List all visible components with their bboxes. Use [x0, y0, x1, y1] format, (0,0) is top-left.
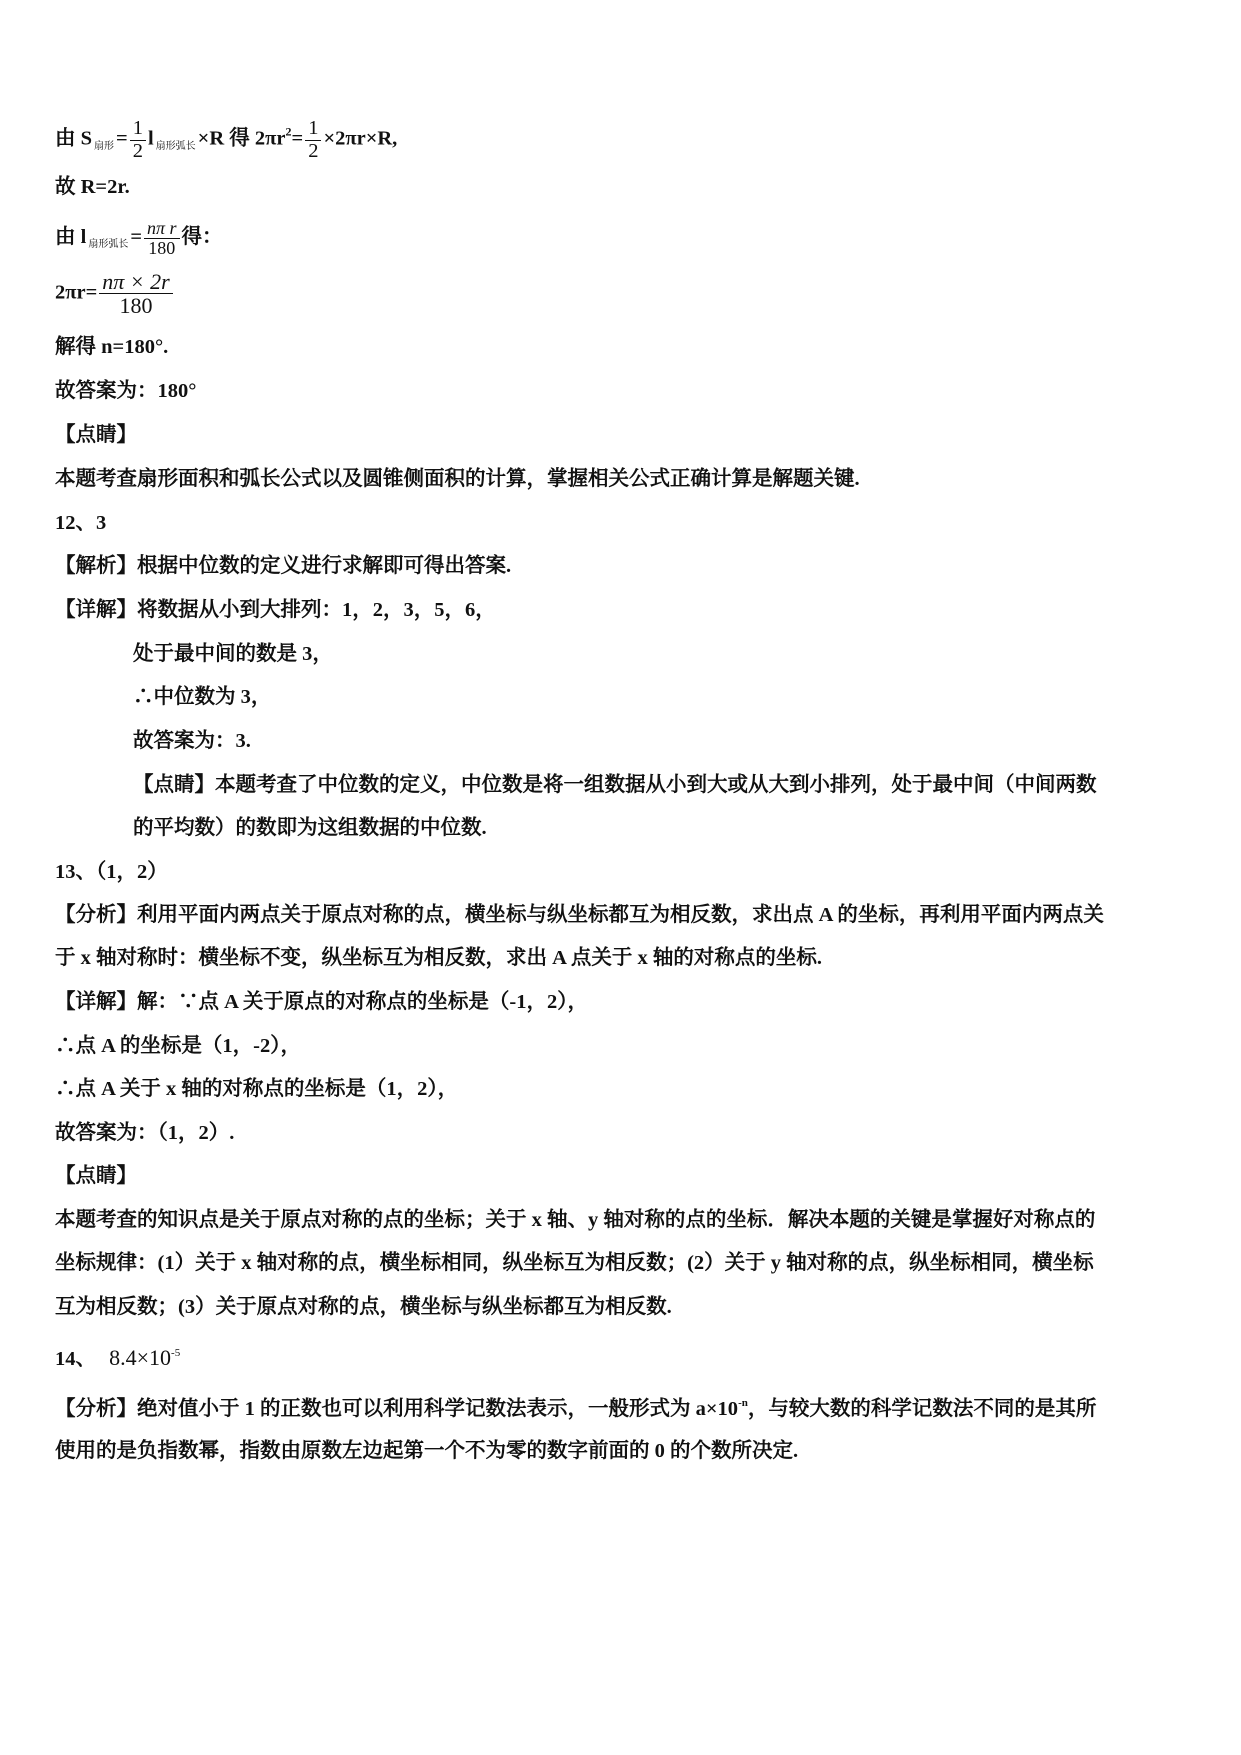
text-line: 【点睛】 [55, 1165, 137, 1187]
fraction [305, 118, 321, 162]
text-line: 互为相反数；(3）关于原点对称的点，横坐标与纵坐标都互为相反数. [55, 1296, 672, 1318]
text: 得： [181, 226, 223, 249]
subscript: 扇形弧长 [155, 140, 196, 152]
text: 【分析】绝对值小于 1 的正数也可以利用科学记数法表示，一般形式为 a×10 [55, 1398, 739, 1420]
text-line: 故答案为：3. [133, 730, 251, 752]
text-line: 【点睛】 [55, 424, 137, 446]
text: 由 l [55, 226, 87, 249]
text-line: 故答案为：180° [55, 380, 197, 402]
text: 2πr= [55, 281, 98, 304]
numerator: nπ r [144, 219, 180, 239]
superscript: -n [738, 1397, 748, 1409]
text: 由 S [55, 127, 93, 150]
text-line: 解得 n=180°. [55, 336, 169, 358]
text-line: 【解析】根据中位数的定义进行求解即可得出答案. [55, 555, 512, 577]
text-line: 于 x 轴对称时：横坐标不变，纵坐标互为相反数，求出 A 点关于 x 轴的对称点的坐标. [55, 947, 823, 969]
text-line: 使用的是负指数幂，指数由原数左边起第一个不为零的数字前面的 0 的个数所决定. [55, 1440, 799, 1462]
formula-equation [55, 270, 175, 317]
question-12-heading: 12、3 [55, 512, 107, 534]
subscript: 扇形 [94, 140, 115, 152]
text: = [130, 226, 143, 249]
text: ×2πr×R, [323, 127, 398, 150]
answer [109, 1345, 180, 1370]
text-line: 坐标规律：(1）关于 x 轴对称的点，横坐标相同，纵坐标互为相反数；(2）关于 y 轴对称的点，纵坐标相同，横坐标 [55, 1252, 1094, 1274]
text-line: 本题考查的知识点是关于原点对称的点的坐标；关于 x 轴、y 轴对称的点的坐标．解决本题的关键是掌握好对称点的 [55, 1209, 1096, 1231]
text: = [291, 127, 304, 150]
text-line: 处于最中间的数是 3， [133, 643, 333, 665]
text-line: 故 R=2r. [55, 176, 130, 198]
fraction [99, 270, 172, 317]
text-line: 本题考查扇形面积和弧长公式以及圆锥侧面积的计算，掌握相关公式正确计算是解题关键. [55, 468, 860, 490]
formula-sector-area [55, 118, 397, 162]
superscript: 2 [285, 124, 292, 139]
text-line: ∴点 A 关于 x 轴的对称点的坐标是（1，2）， [55, 1078, 459, 1100]
denominator: 2 [132, 139, 143, 162]
text-line: 【详解】将数据从小到大排列：1，2，3，5，6， [55, 599, 496, 621]
text: ，与较大数的科学记数法不同的是其所 [747, 1398, 1097, 1420]
text: 8.4×10 [109, 1345, 172, 1370]
numerator: nπ × 2r [99, 270, 172, 294]
question-14-heading [55, 1347, 180, 1370]
text-line: 的平均数）的数即为这组数据的中位数. [133, 817, 487, 839]
numerator: 1 [130, 118, 146, 141]
text-line: 【分析】利用平面内两点关于原点对称的点，横坐标与纵坐标都互为相反数，求出点 A 的坐标，再利用平面内两点关 [55, 904, 1104, 926]
fraction [130, 118, 146, 162]
denominator: 2 [308, 139, 319, 162]
text: ×R 得 2πr [197, 127, 286, 150]
question-13-heading: 13、（1，2） [55, 861, 168, 883]
numerator: 1 [305, 118, 321, 141]
text-line: ∴点 A 的坐标是（1，-2）， [55, 1035, 301, 1057]
subscript: 扇形弧长 [88, 239, 129, 251]
text: 14、 [55, 1348, 96, 1370]
text-line: 故答案为：（1，2）. [55, 1122, 235, 1144]
superscript: -5 [171, 1347, 181, 1359]
text-line: 【点睛】本题考查了中位数的定义，中位数是将一组数据从小到大或从大到小排列，处于最中间（中间两数 [133, 774, 1097, 796]
formula-arc-length [55, 219, 223, 258]
text: = [116, 127, 128, 150]
text-line: 【详解】解：∵点 A 关于原点的对称点的坐标是（-1，2）， [55, 991, 588, 1013]
text: l [147, 127, 154, 150]
text-line [55, 1398, 1096, 1420]
denominator: 180 [148, 237, 176, 258]
denominator: 180 [119, 293, 153, 319]
text-line: ∴中位数为 3， [133, 686, 272, 708]
fraction [144, 219, 180, 258]
